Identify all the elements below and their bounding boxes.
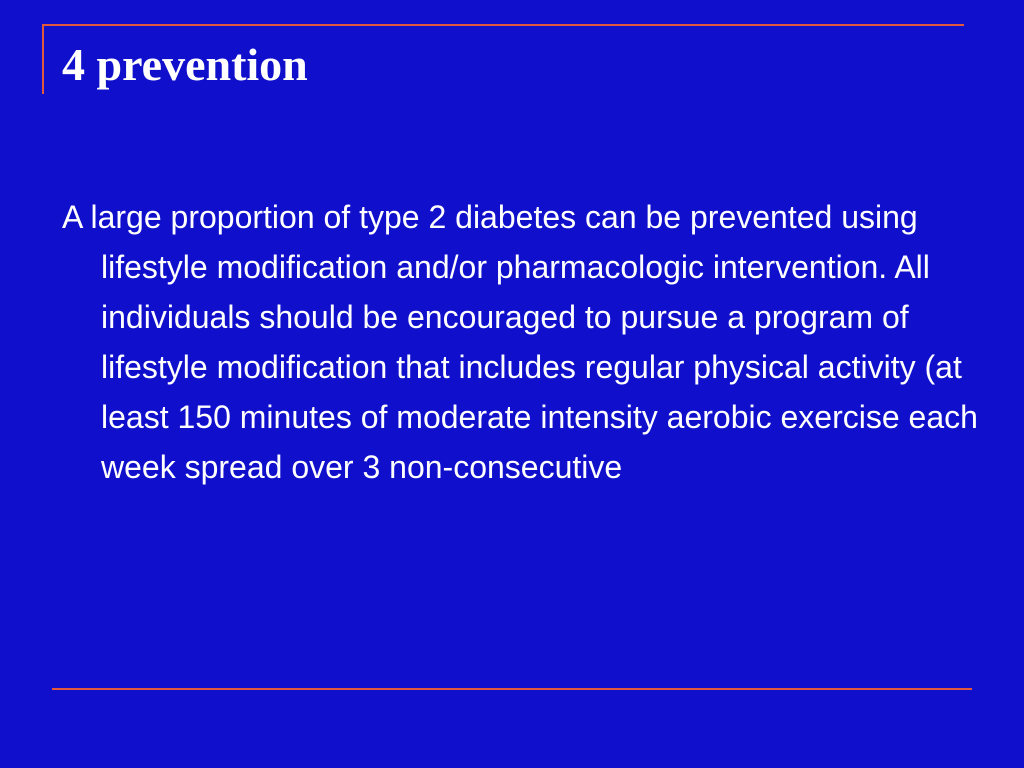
left-accent-rule	[42, 24, 44, 94]
bottom-accent-rule	[52, 688, 972, 690]
top-accent-rule	[42, 24, 964, 26]
slide-body-text: A large proportion of type 2 diabetes can be prevented using lifestyle modification and/or pharmacologic intervention. All individuals should be encouraged to pursue a program of lifestyle modification that includes regular physical activity (at least 150 minutes of moderate intensity aerobic exercise each week spread over 3 non-consecutive	[62, 199, 978, 485]
slide-title: 4 prevention	[62, 39, 308, 90]
